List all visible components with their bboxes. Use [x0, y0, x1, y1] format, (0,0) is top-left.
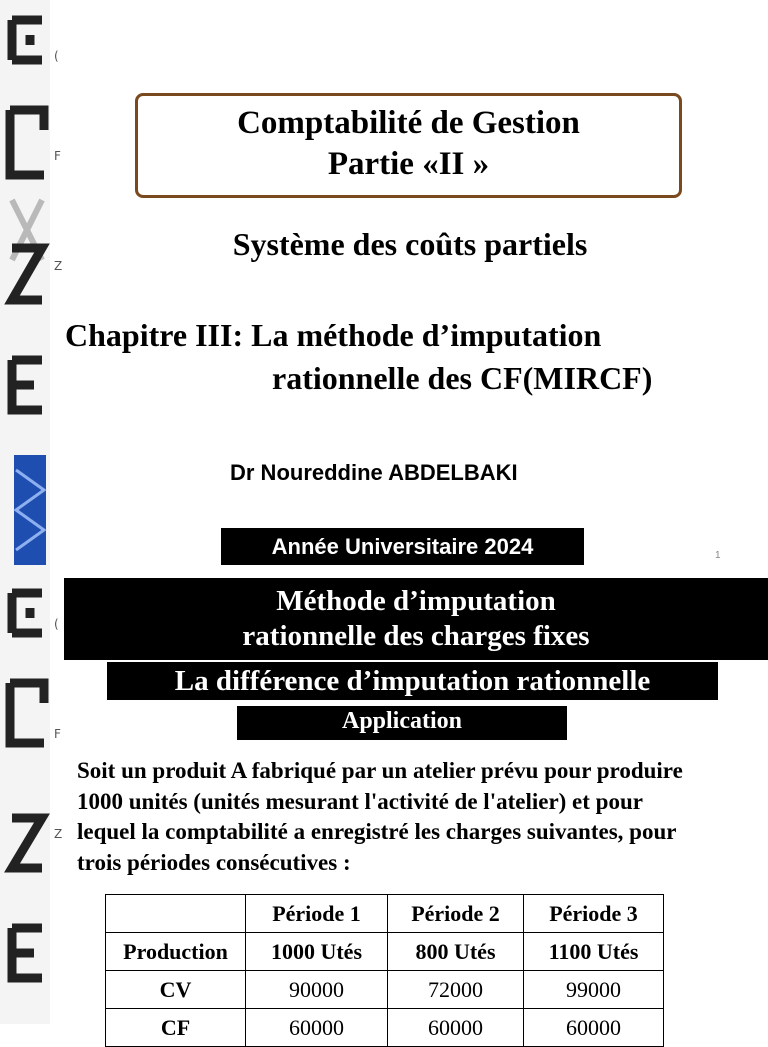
table-row: [106, 933, 664, 971]
course-part: Partie «II »: [327, 146, 490, 182]
academic-year-banner: Année Universitaire 2024: [221, 528, 584, 565]
paragraph-line: 1000 unités (unités mesurant l'activité de l'atelier) et pour: [77, 788, 643, 814]
page-number: 1: [715, 550, 721, 561]
slide-2: [0, 578, 768, 1040]
table-cell: 99000: [524, 971, 664, 1009]
subsection-header: La différence d’imputation rationnelle: [107, 662, 718, 700]
svg-text:(: (: [54, 49, 59, 63]
table-cell: 90000: [246, 971, 388, 1009]
slide-subtitle: Système des coûts partiels: [232, 226, 588, 262]
course-title: Comptabilité de Gestion: [237, 105, 580, 141]
table-cell: 60000: [388, 1009, 524, 1047]
svg-text:F: F: [54, 727, 61, 741]
table-row-label: CV: [106, 971, 246, 1009]
chapter-title-line-1: Chapitre III: La méthode d’imputation: [65, 317, 602, 353]
encg-logo: [0, 0, 62, 578]
paragraph-line: Soit un produit A fabriqué par un atelier prévu pour produire: [77, 758, 683, 783]
table-header-cell: Période 2: [388, 895, 524, 933]
table-cell: 72000: [388, 971, 524, 1009]
chapter-title-line-2: rationnelle des CF(MIRCF): [272, 360, 653, 396]
table-row: [106, 1009, 664, 1047]
svg-text:F: F: [54, 149, 61, 163]
table-cell: 60000: [524, 1009, 664, 1047]
section-header: [64, 578, 768, 660]
table-header-cell: Période 3: [524, 895, 664, 933]
table-cell: 1100 Utés: [524, 933, 664, 971]
author-name: Dr Noureddine ABDELBAKI: [230, 460, 518, 485]
table-header-row: [106, 895, 664, 933]
table-row: [106, 971, 664, 1009]
svg-text:Z: Z: [54, 259, 63, 273]
encg-logo-2: [0, 578, 62, 1024]
table-cell: 1000 Utés: [246, 933, 388, 971]
problem-statement: [77, 756, 767, 878]
table-row-label: CF: [106, 1009, 246, 1047]
svg-text:(: (: [54, 617, 59, 631]
paragraph-line: lequel la comptabilité a enregistré les charges suivantes, pour: [77, 819, 677, 844]
table-row-label: Production: [106, 933, 246, 971]
table-cell: 60000: [246, 1009, 388, 1047]
title-box: [135, 93, 682, 198]
encg-logo-graphic: [0, 0, 62, 578]
table-cell: 800 Utés: [388, 933, 524, 971]
section-header-line-2: rationnelle des charges fixes: [242, 620, 590, 652]
table-header-cell: Période 1: [246, 895, 388, 933]
svg-text:Z: Z: [54, 827, 63, 841]
section-header-line-1: Méthode d’imputation: [276, 585, 556, 617]
charges-table: [105, 894, 664, 1047]
paragraph-line: trois périodes consécutives :: [77, 849, 351, 875]
table-header-cell: [106, 895, 246, 933]
application-label: Application: [237, 706, 567, 740]
encg-logo-graphic-2: [0, 578, 62, 1024]
